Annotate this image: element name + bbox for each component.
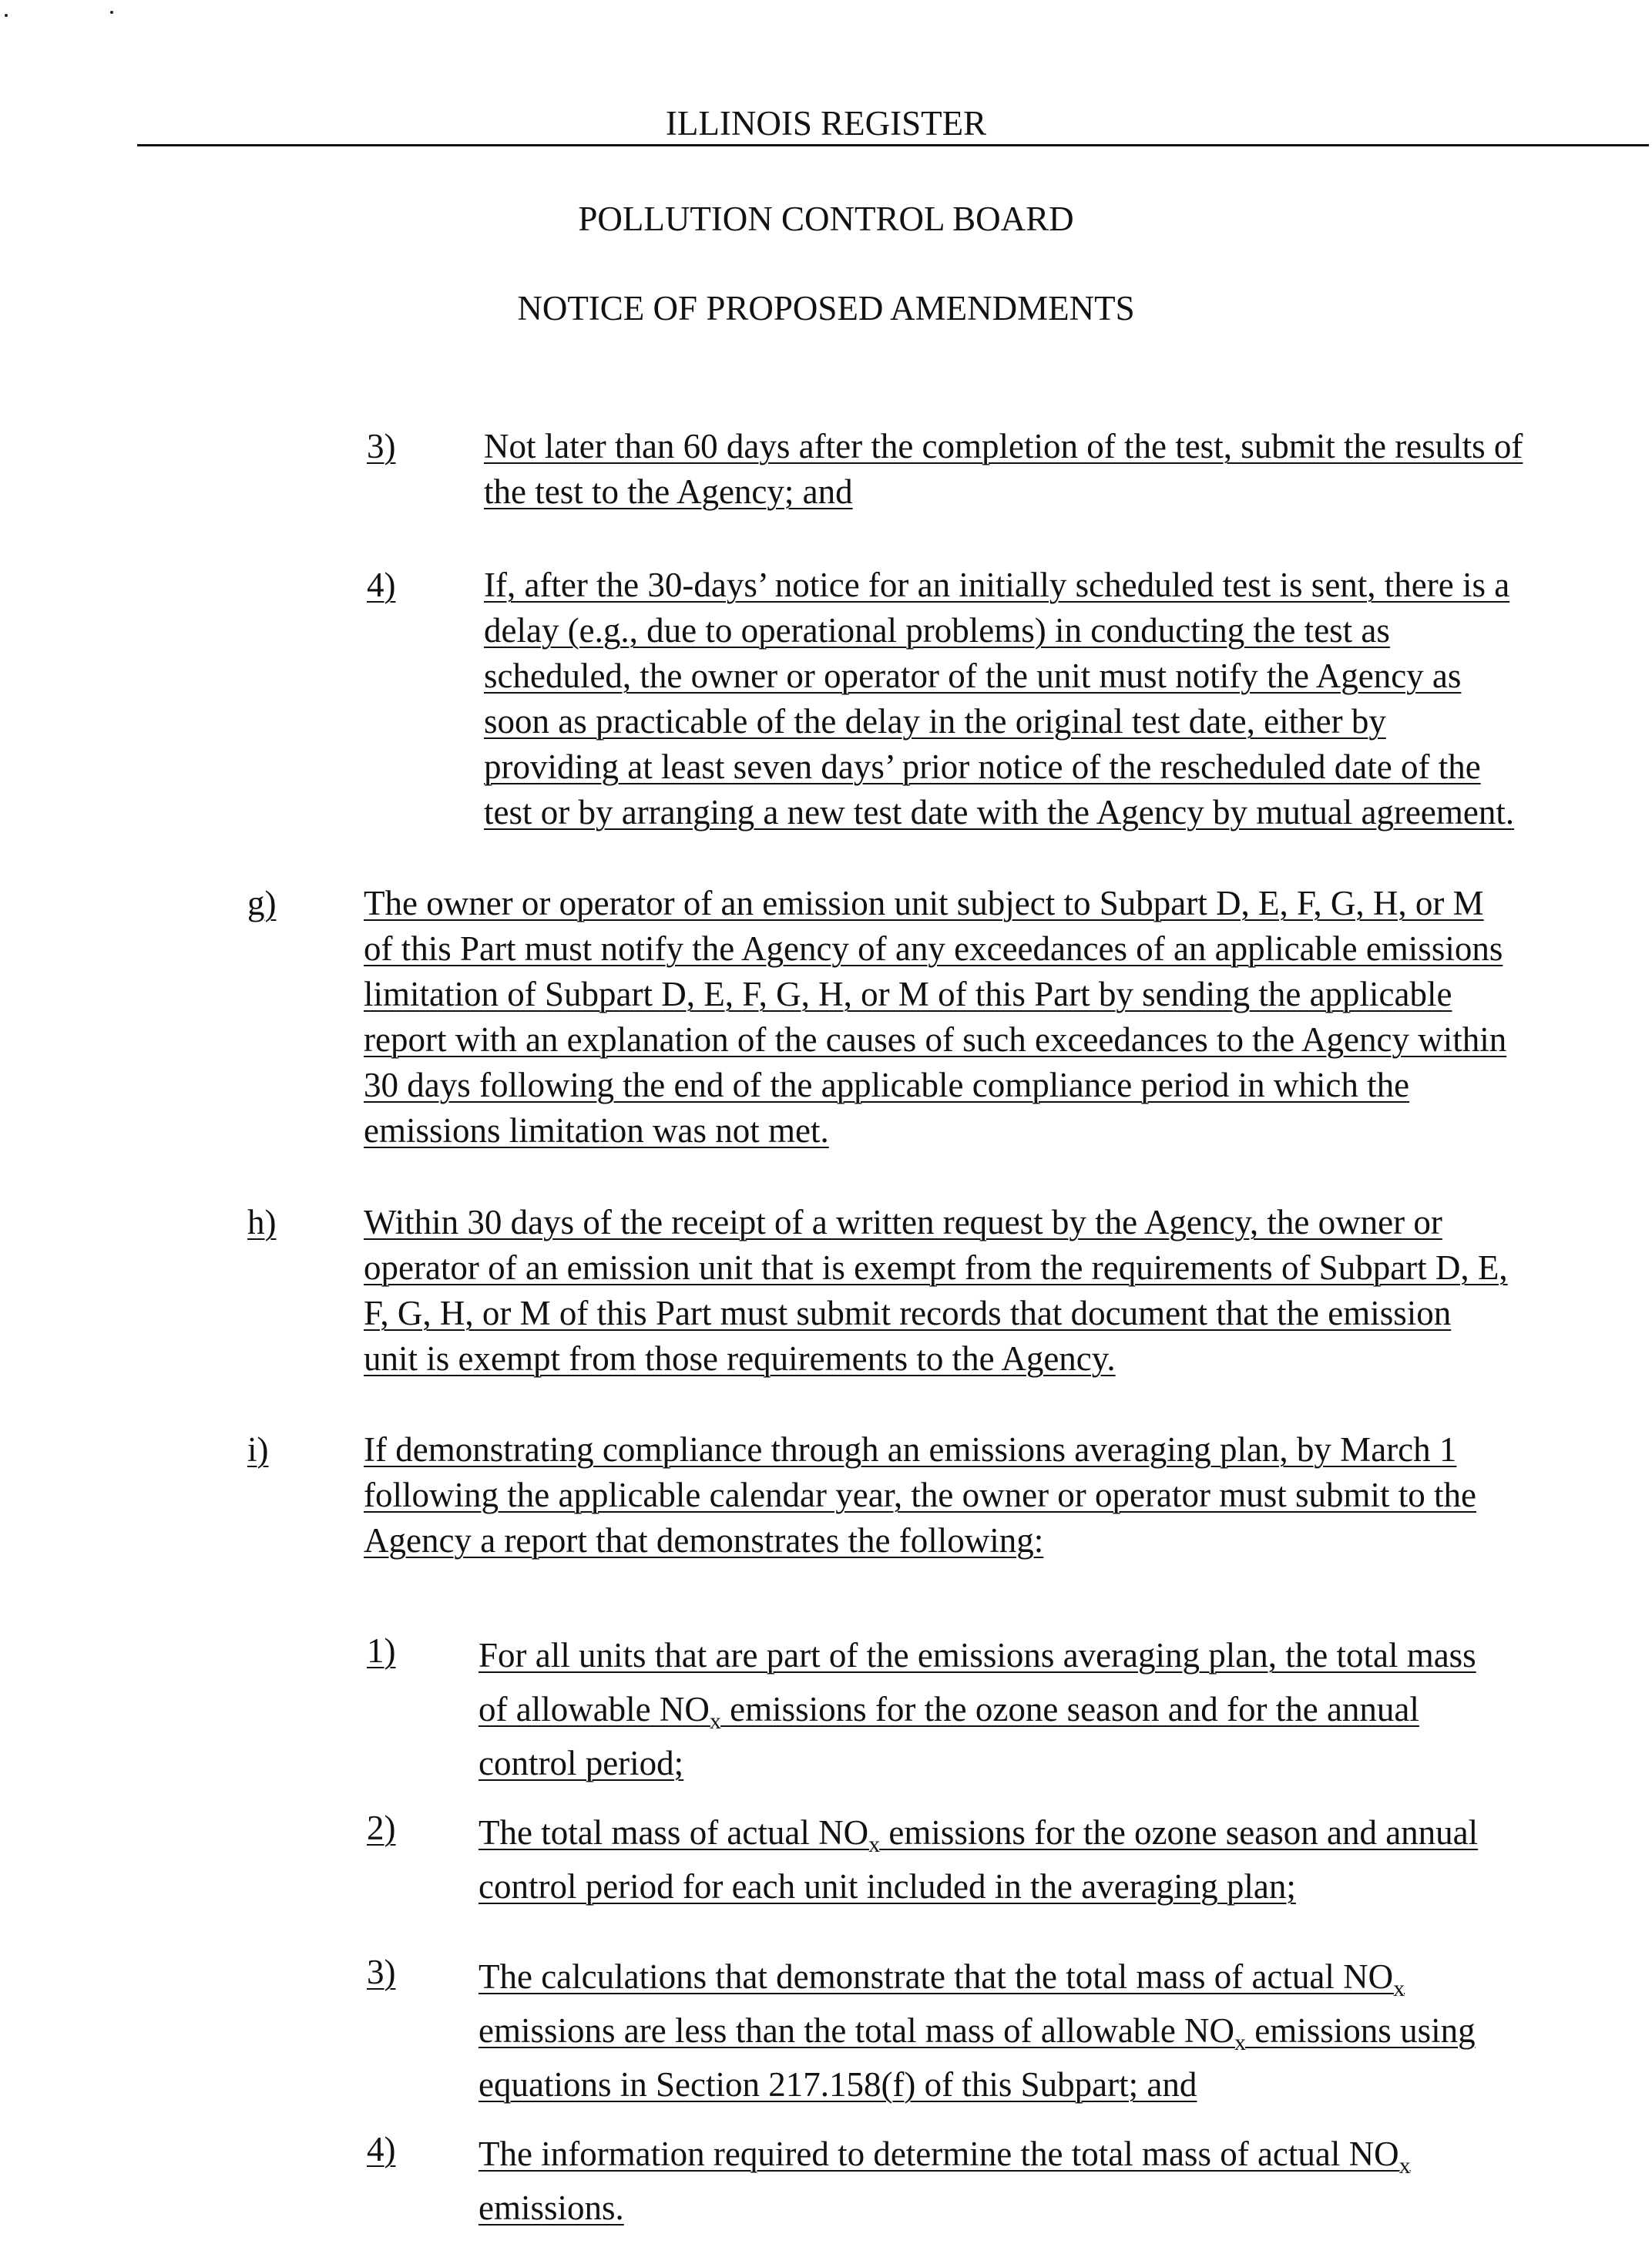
text-line: providing at least seven days’ prior notice of the rescheduled date of the bbox=[484, 747, 1481, 786]
item-label: 2) bbox=[367, 1809, 396, 1847]
item-label: h) bbox=[247, 1203, 277, 1241]
text-line: the test to the Agency; and bbox=[484, 472, 853, 511]
subscript: x bbox=[868, 1832, 881, 1857]
item-label: 3) bbox=[367, 427, 396, 465]
text-line: Not later than 60 days after the completion of the test, submit the results of bbox=[484, 427, 1523, 465]
text-line: equations in Section 217.158(f) of this Subpart; and bbox=[478, 2065, 1197, 2104]
text-line: 30 days following the end of the applicable compliance period in which the bbox=[364, 1066, 1410, 1104]
text-line: test or by arranging a new test date with the Agency by mutual agreement. bbox=[484, 793, 1515, 831]
item-text bbox=[484, 563, 1649, 835]
text-line: of this Part must notify the Agency of any exceedances of an applicable emissions bbox=[364, 929, 1503, 968]
scan-dot bbox=[110, 11, 113, 14]
item-text bbox=[364, 1200, 1649, 1382]
item-text bbox=[364, 881, 1649, 1154]
text-line: operator of an emission unit that is exempt from the requirements of Subpart D, E, bbox=[364, 1248, 1508, 1287]
text-line: delay (e.g., due to operational problems) in conducting the test as bbox=[484, 611, 1390, 650]
item-label: 3) bbox=[367, 1953, 396, 1991]
item-text bbox=[478, 1806, 1649, 1913]
text-line: Within 30 days of the receipt of a written request by the Agency, the owner or bbox=[364, 1203, 1442, 1241]
text-line: control period; bbox=[478, 1744, 684, 1782]
text-line: F, G, H, or M of this Part must submit records that document that the emission bbox=[364, 1294, 1452, 1332]
text-run: of allowable NO bbox=[478, 1690, 710, 1728]
item-text bbox=[478, 2127, 1649, 2235]
text-line: limitation of Subpart D, E, F, G, H, or M of this Part by sending the applicable bbox=[364, 975, 1452, 1013]
item-label: 1) bbox=[367, 1631, 396, 1670]
text-line: For all units that are part of the emissions averaging plan, the total mass bbox=[478, 1636, 1476, 1675]
text-line: scheduled, the owner or operator of the unit must notify the Agency as bbox=[484, 657, 1462, 695]
text-line: emissions limitation was not met. bbox=[364, 1111, 829, 1150]
item-label: 4) bbox=[367, 566, 396, 604]
item-label: g) bbox=[247, 884, 277, 922]
text-line: The owner or operator of an emission unit subject to Subpart D, E, F, G, H, or M bbox=[364, 884, 1484, 922]
text-line: unit is exempt from those requirements to the Agency. bbox=[364, 1339, 1116, 1378]
header-rule bbox=[137, 144, 1649, 146]
item-text bbox=[364, 1427, 1649, 1564]
text-line bbox=[478, 2127, 1649, 2181]
text-line bbox=[478, 1682, 1649, 1736]
text-run: The calculations that demonstrate that the total mass of actual NO bbox=[478, 1957, 1394, 1996]
register-title: ILLINOIS REGISTER bbox=[665, 104, 987, 143]
subscript: x bbox=[709, 1708, 721, 1734]
text-line: emissions. bbox=[478, 2189, 624, 2227]
text-run: emissions using bbox=[1246, 2011, 1476, 2050]
text-line bbox=[478, 1950, 1649, 2004]
text-line bbox=[478, 2004, 1649, 2058]
text-line: If, after the 30-days’ notice for an initially scheduled test is sent, there is a bbox=[484, 566, 1510, 604]
subscript: x bbox=[1234, 2030, 1247, 2055]
subscript: x bbox=[1398, 2153, 1411, 2178]
item-label: 4) bbox=[367, 2130, 396, 2168]
board-title: POLLUTION CONTROL BOARD bbox=[578, 200, 1074, 238]
text-run: emissions for the ozone season and for the annual bbox=[720, 1690, 1419, 1728]
text-run: The information required to determine the total mass of actual NO bbox=[478, 2135, 1399, 2173]
text-run: The total mass of actual NO bbox=[478, 1813, 869, 1852]
text-run: emissions are less than the total mass of allowable NO bbox=[478, 2011, 1235, 2050]
item-label: i) bbox=[247, 1430, 269, 1469]
item-text bbox=[478, 1950, 1649, 2111]
text-line: Agency a report that demonstrates the following: bbox=[364, 1521, 1044, 1560]
text-run: emissions for the ozone season and annual bbox=[880, 1813, 1479, 1852]
text-line: soon as practicable of the delay in the original test date, either by bbox=[484, 702, 1386, 741]
scan-dot bbox=[5, 14, 8, 17]
text-line: following the applicable calendar year, the owner or operator must submit to the bbox=[364, 1476, 1476, 1514]
text-line: If demonstrating compliance through an emissions averaging plan, by March 1 bbox=[364, 1430, 1457, 1469]
item-text bbox=[484, 424, 1649, 515]
subscript: x bbox=[1393, 1976, 1405, 2001]
text-line: control period for each unit included in the averaging plan; bbox=[478, 1867, 1296, 1906]
notice-title: NOTICE OF PROPOSED AMENDMENTS bbox=[517, 289, 1135, 328]
text-line: report with an explanation of the causes of such exceedances to the Agency within bbox=[364, 1020, 1507, 1059]
item-text bbox=[478, 1628, 1649, 1790]
text-line bbox=[478, 1806, 1649, 1859]
